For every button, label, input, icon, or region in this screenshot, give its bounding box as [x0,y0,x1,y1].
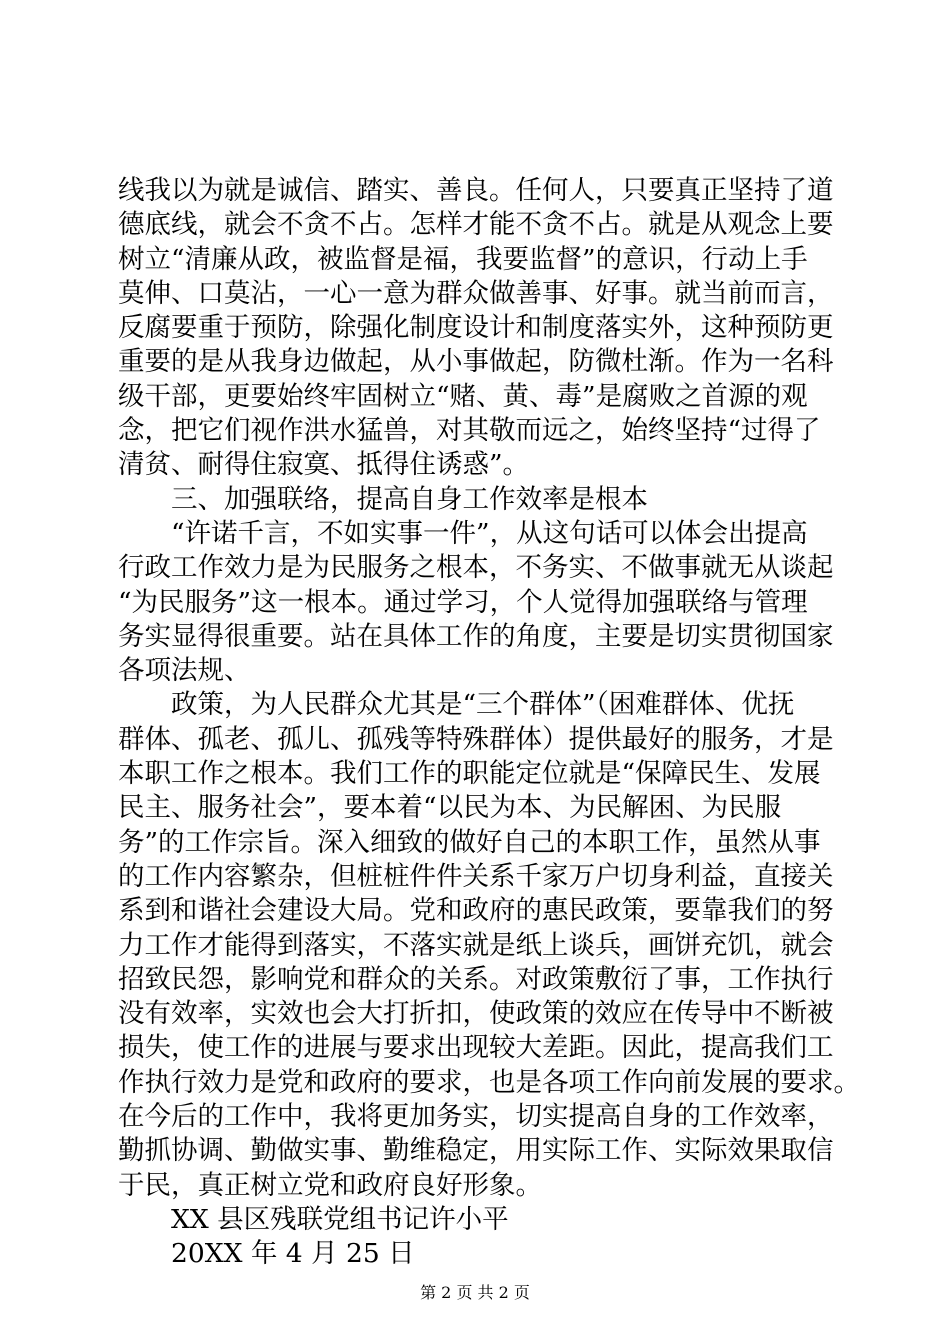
body-text-line: 作执行效力是党和政府的要求，也是各项工作向前发展的要求。 [118,1066,860,1098]
body-text-line: 各项法规、 [118,655,251,687]
body-text-line: 民主、服务社会”，要本着“以民为本、为民解困、为民服 [118,792,782,824]
body-text-line: 于民，真正树立党和政府良好形象。 [118,1169,542,1201]
body-text-line: 系到和谐社会建设大局。党和政府的惠民政策，要靠我们的努 [118,895,834,927]
body-text-line: 务实显得很重要。站在具体工作的角度，主要是切实贯彻国家 [118,620,834,652]
body-text-line: 本职工作之根本。我们工作的职能定位就是“保障民生、发展 [118,758,821,790]
body-text-line: 政策，为人民群众尤其是“三个群体”（困难群体、优抚 [171,689,795,721]
body-text-line: 莫伸、口莫沾，一心一意为群众做善事、好事。就当前而言， [118,277,834,309]
body-text-line: 树立“清廉从政，被监督是福，我要监督”的意识，行动上手 [118,243,808,275]
body-text-line: “许诺千言，不如实事一件”，从这句话可以体会出提高 [171,517,808,549]
body-text-line: 群体、孤老、孤儿、孤残等特殊群体）提供最好的服务，才是 [118,723,834,755]
page-footer: 第 2 页 共 2 页 [420,1283,530,1302]
body-text-line: 清贫、耐得住寂寞、抵得住诱惑”。 [118,449,530,481]
body-text-line: 没有效率，实效也会大打折扣，使政策的效应在传导中不断被 [118,998,834,1030]
body-text-line: 勤抓协调、勤做实事、勤维稳定，用实际工作、实际效果取信 [118,1135,834,1167]
body-text-line: “为民服务”这一根本。通过学习，个人觉得加强联络与管理 [118,586,808,618]
section-heading: 三、加强联络，提高自身工作效率是根本 [171,483,648,515]
body-text-line: 念，把它们视作洪水猛兽，对其敬而远之，始终坚持“过得了 [118,415,821,447]
signature-author: XX 县区残联党组书记许小平 [171,1203,509,1235]
document-body [118,174,860,1272]
body-text-line: 重要的是从我身边做起，从小事做起，防微杜渐。作为一名科 [118,346,834,378]
body-text-line: 务”的工作宗旨。深入细致的做好自己的本职工作，虽然从事 [118,826,821,858]
body-text-line: 行政工作效力是为民服务之根本，不务实、不做事就无从谈起 [118,552,834,584]
signature-date: 20XX 年 4 月 25 日 [171,1238,415,1270]
body-text-line: 力工作才能得到落实，不落实就是纸上谈兵，画饼充饥，就会 [118,929,834,961]
body-text-line: 损失，使工作的进展与要求出现较大差距。因此，提高我们工 [118,1032,834,1064]
body-text-line: 反腐要重于预防，除强化制度设计和制度落实外，这种预防更 [118,312,834,344]
body-text-line: 的工作内容繁杂，但桩桩件件关系千家万户切身利益，直接关 [118,860,834,892]
body-text-line: 线我以为就是诚信、踏实、善良。任何人，只要真正坚持了道 [118,175,834,206]
body-text-line: 级干部，更要始终牢固树立“赌、黄、毒”是腐败之首源的观 [118,380,808,412]
body-text-line: 德底线，就会不贪不占。怎样才能不贪不占。就是从观念上要 [118,209,834,241]
body-text-line: 招致民怨，影响党和群众的关系。对政策敷衍了事，工作执行 [118,963,834,995]
body-text-line: 在今后的工作中，我将更加务实，切实提高自身的工作效率， [118,1101,834,1133]
